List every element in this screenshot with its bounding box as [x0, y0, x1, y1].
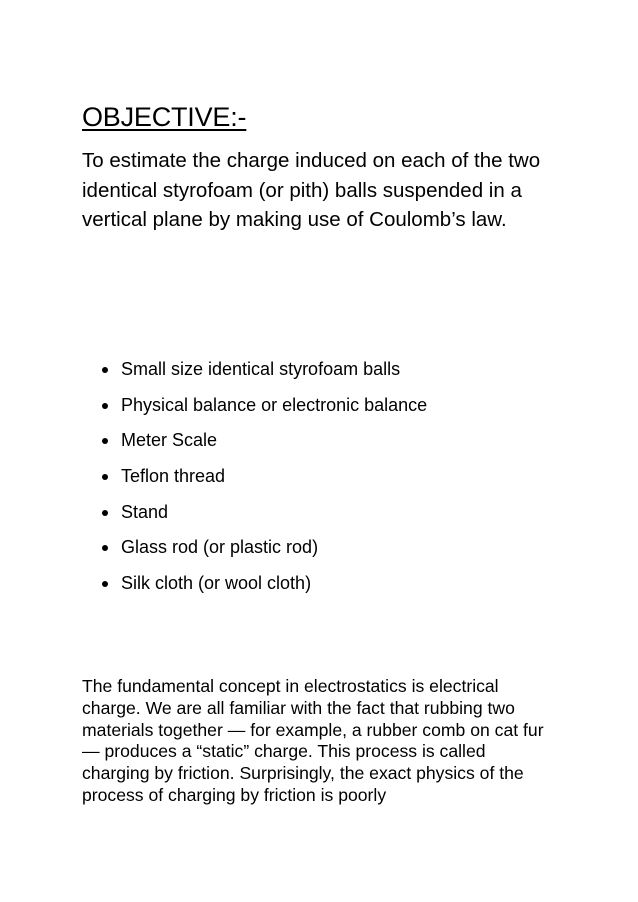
list-item — [102, 530, 427, 566]
list-item-label: Stand — [121, 501, 169, 522]
list-item — [102, 566, 427, 602]
bullet-icon — [102, 581, 108, 587]
bullet-icon — [102, 438, 108, 444]
list-item-label: Silk cloth (or wool cloth) — [121, 573, 312, 594]
bullet-icon — [102, 474, 108, 480]
list-item — [102, 352, 427, 388]
list-item-label: Glass rod (or plastic rod) — [121, 537, 319, 558]
list-item-label: Teflon thread — [121, 466, 226, 487]
objective-text: To estimate the charge induced on each of the two identical styrofoam (or pith) balls suspended in a vertical plane by making use of Coulomb’s law. — [82, 149, 541, 231]
list-item — [102, 459, 427, 495]
list-item — [102, 495, 427, 531]
bullet-icon — [102, 367, 108, 373]
list-item-label: Physical balance or electronic balance — [121, 394, 428, 415]
bullet-icon — [102, 510, 108, 516]
list-item-label: Small size identical styrofoam balls — [121, 359, 401, 379]
list-item — [102, 423, 427, 459]
bullet-icon — [102, 403, 108, 409]
list-item-label: Meter Scale — [121, 430, 218, 451]
list-item — [102, 388, 427, 424]
objective-heading: OBJECTIVE:- — [82, 102, 247, 132]
apparatus-list — [102, 352, 427, 602]
bullet-icon — [102, 545, 108, 551]
theory-paragraph: The fundamental concept in electrostatics is electrical charge. We are all familiar with the fact that rubbing two materials together — for example, a rubber comb on cat fur — produces a “static” charge. This process is called charging by friction. Surprisingly, the exact physics of the process of charging by friction is poorly — [82, 676, 544, 805]
